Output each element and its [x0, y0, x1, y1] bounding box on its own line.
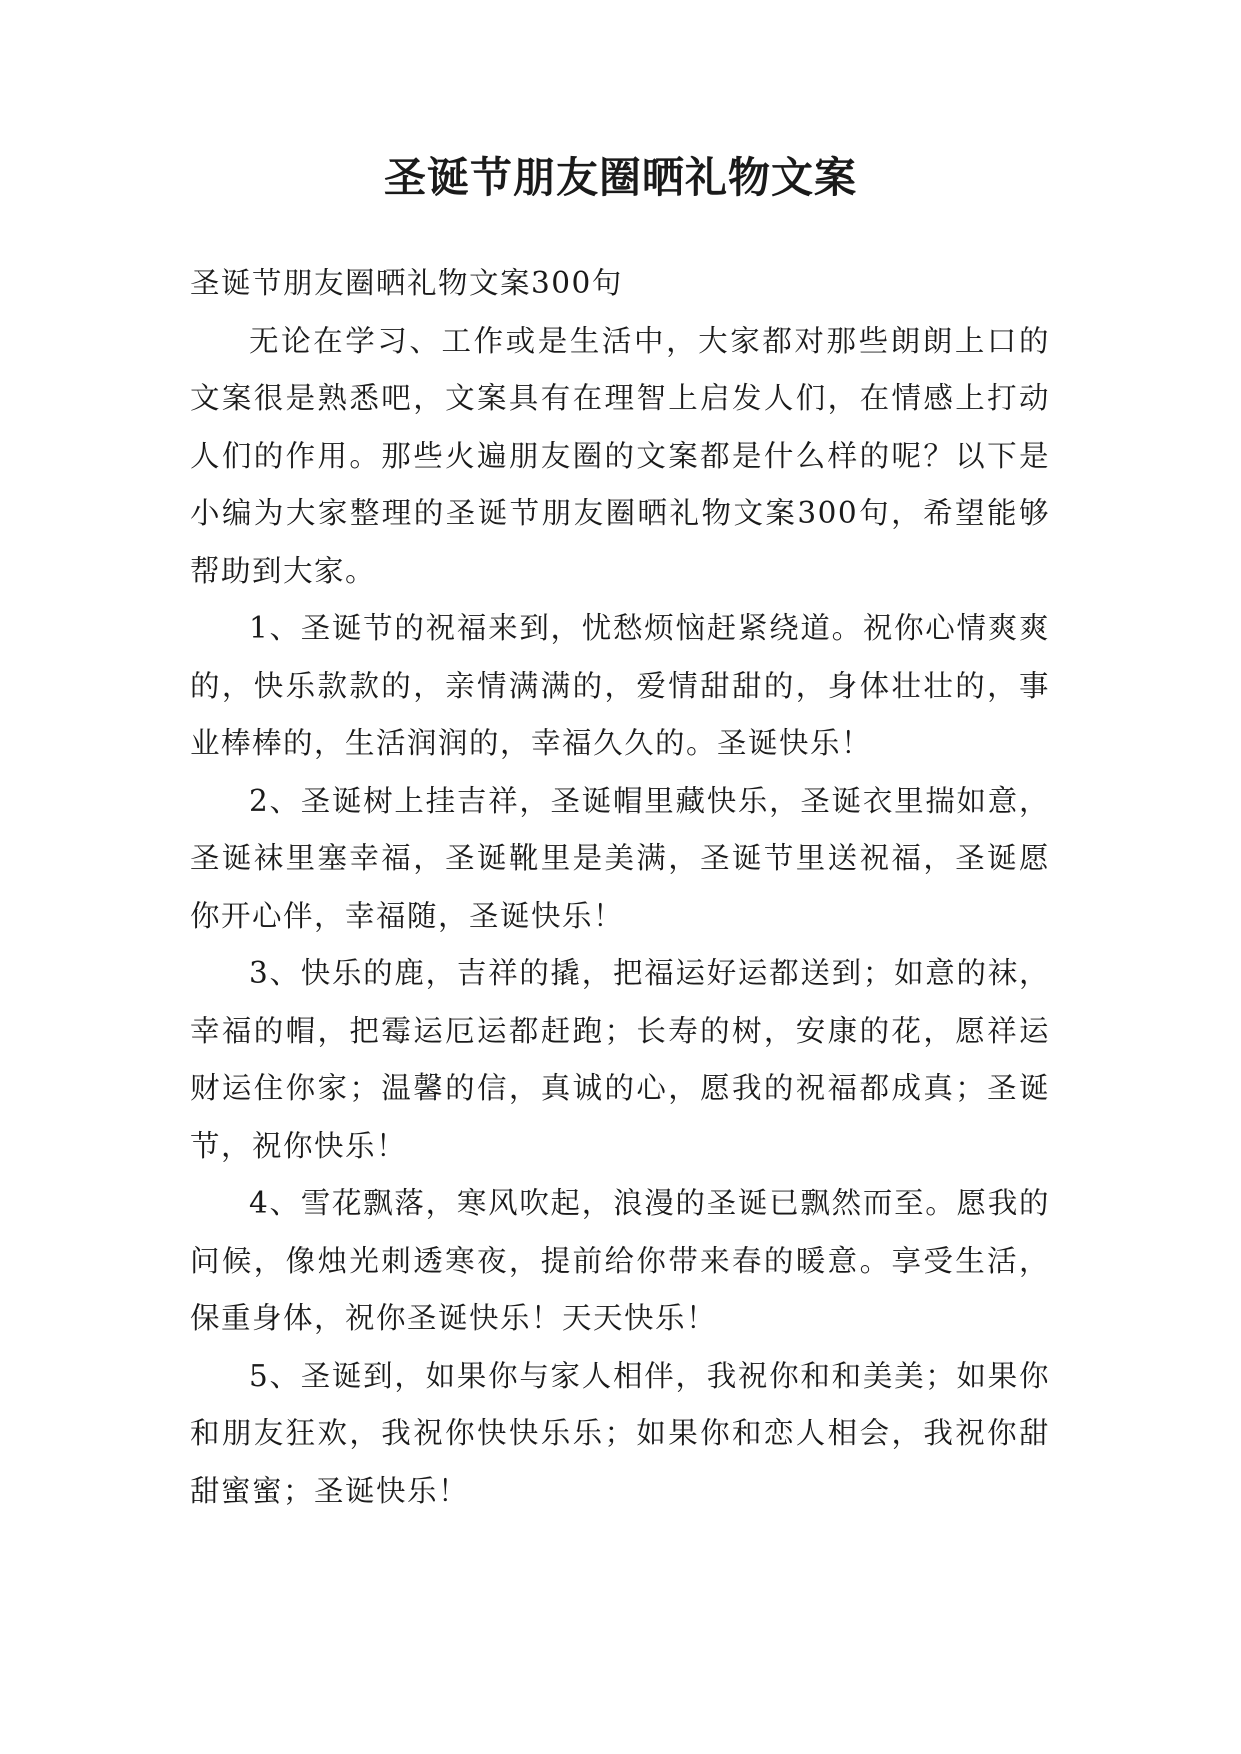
list-item: 1、圣诞节的祝福来到，忧愁烦恼赶紧绕道。祝你心情爽爽的，快乐款款的，亲情满满的，爱情甜甜的，身体壮壮的，事业棒棒的，生活润润的，幸福久久的。圣诞快乐！ — [190, 611, 1050, 760]
document-subtitle: 圣诞节朋友圈晒礼物文案300句 — [190, 266, 623, 300]
list-item: 5、圣诞到，如果你与家人相伴，我祝你和和美美；如果你和朋友狂欢，我祝你快快乐乐；如果你和恋人相会，我祝你甜甜蜜蜜；圣诞快乐！ — [190, 1358, 1050, 1508]
list-item: 3、快乐的鹿，吉祥的撬，把福运好运都送到；如意的袜，幸福的帽，把霉运厄运都赶跑；长寿的树，安康的花，愿祥运财运住你家；温馨的信，真诚的心，愿我的祝福都成真；圣诞节，祝你快乐！ — [190, 956, 1050, 1163]
list-item: 2、圣诞树上挂吉祥，圣诞帽里藏快乐，圣诞衣里揣如意，圣诞袜里塞幸福，圣诞靴里是美满，圣诞节里送祝福，圣诞愿你开心伴，幸福随，圣诞快乐！ — [190, 783, 1050, 933]
document-body — [190, 255, 1050, 1520]
document-title: 圣诞节朋友圈晒礼物文案 — [383, 153, 857, 202]
list-item: 4、雪花飘落，寒风吹起，浪漫的圣诞已飘然而至。愿我的问候，像烛光刺透寒夜，提前给你带来春的暖意。享受生活，保重身体，祝你圣诞快乐！天天快乐！ — [190, 1186, 1050, 1335]
intro-paragraph: 无论在学习、工作或是生活中，大家都对那些朗朗上口的文案很是熟悉吧，文案具有在理智上启发人们，在情感上打动人们的作用。那些火遍朋友圈的文案都是什么样的呢？以下是小编为大家整理的圣诞节朋友圈晒礼物文案300句，希望能够帮助到大家。 — [190, 323, 1050, 588]
